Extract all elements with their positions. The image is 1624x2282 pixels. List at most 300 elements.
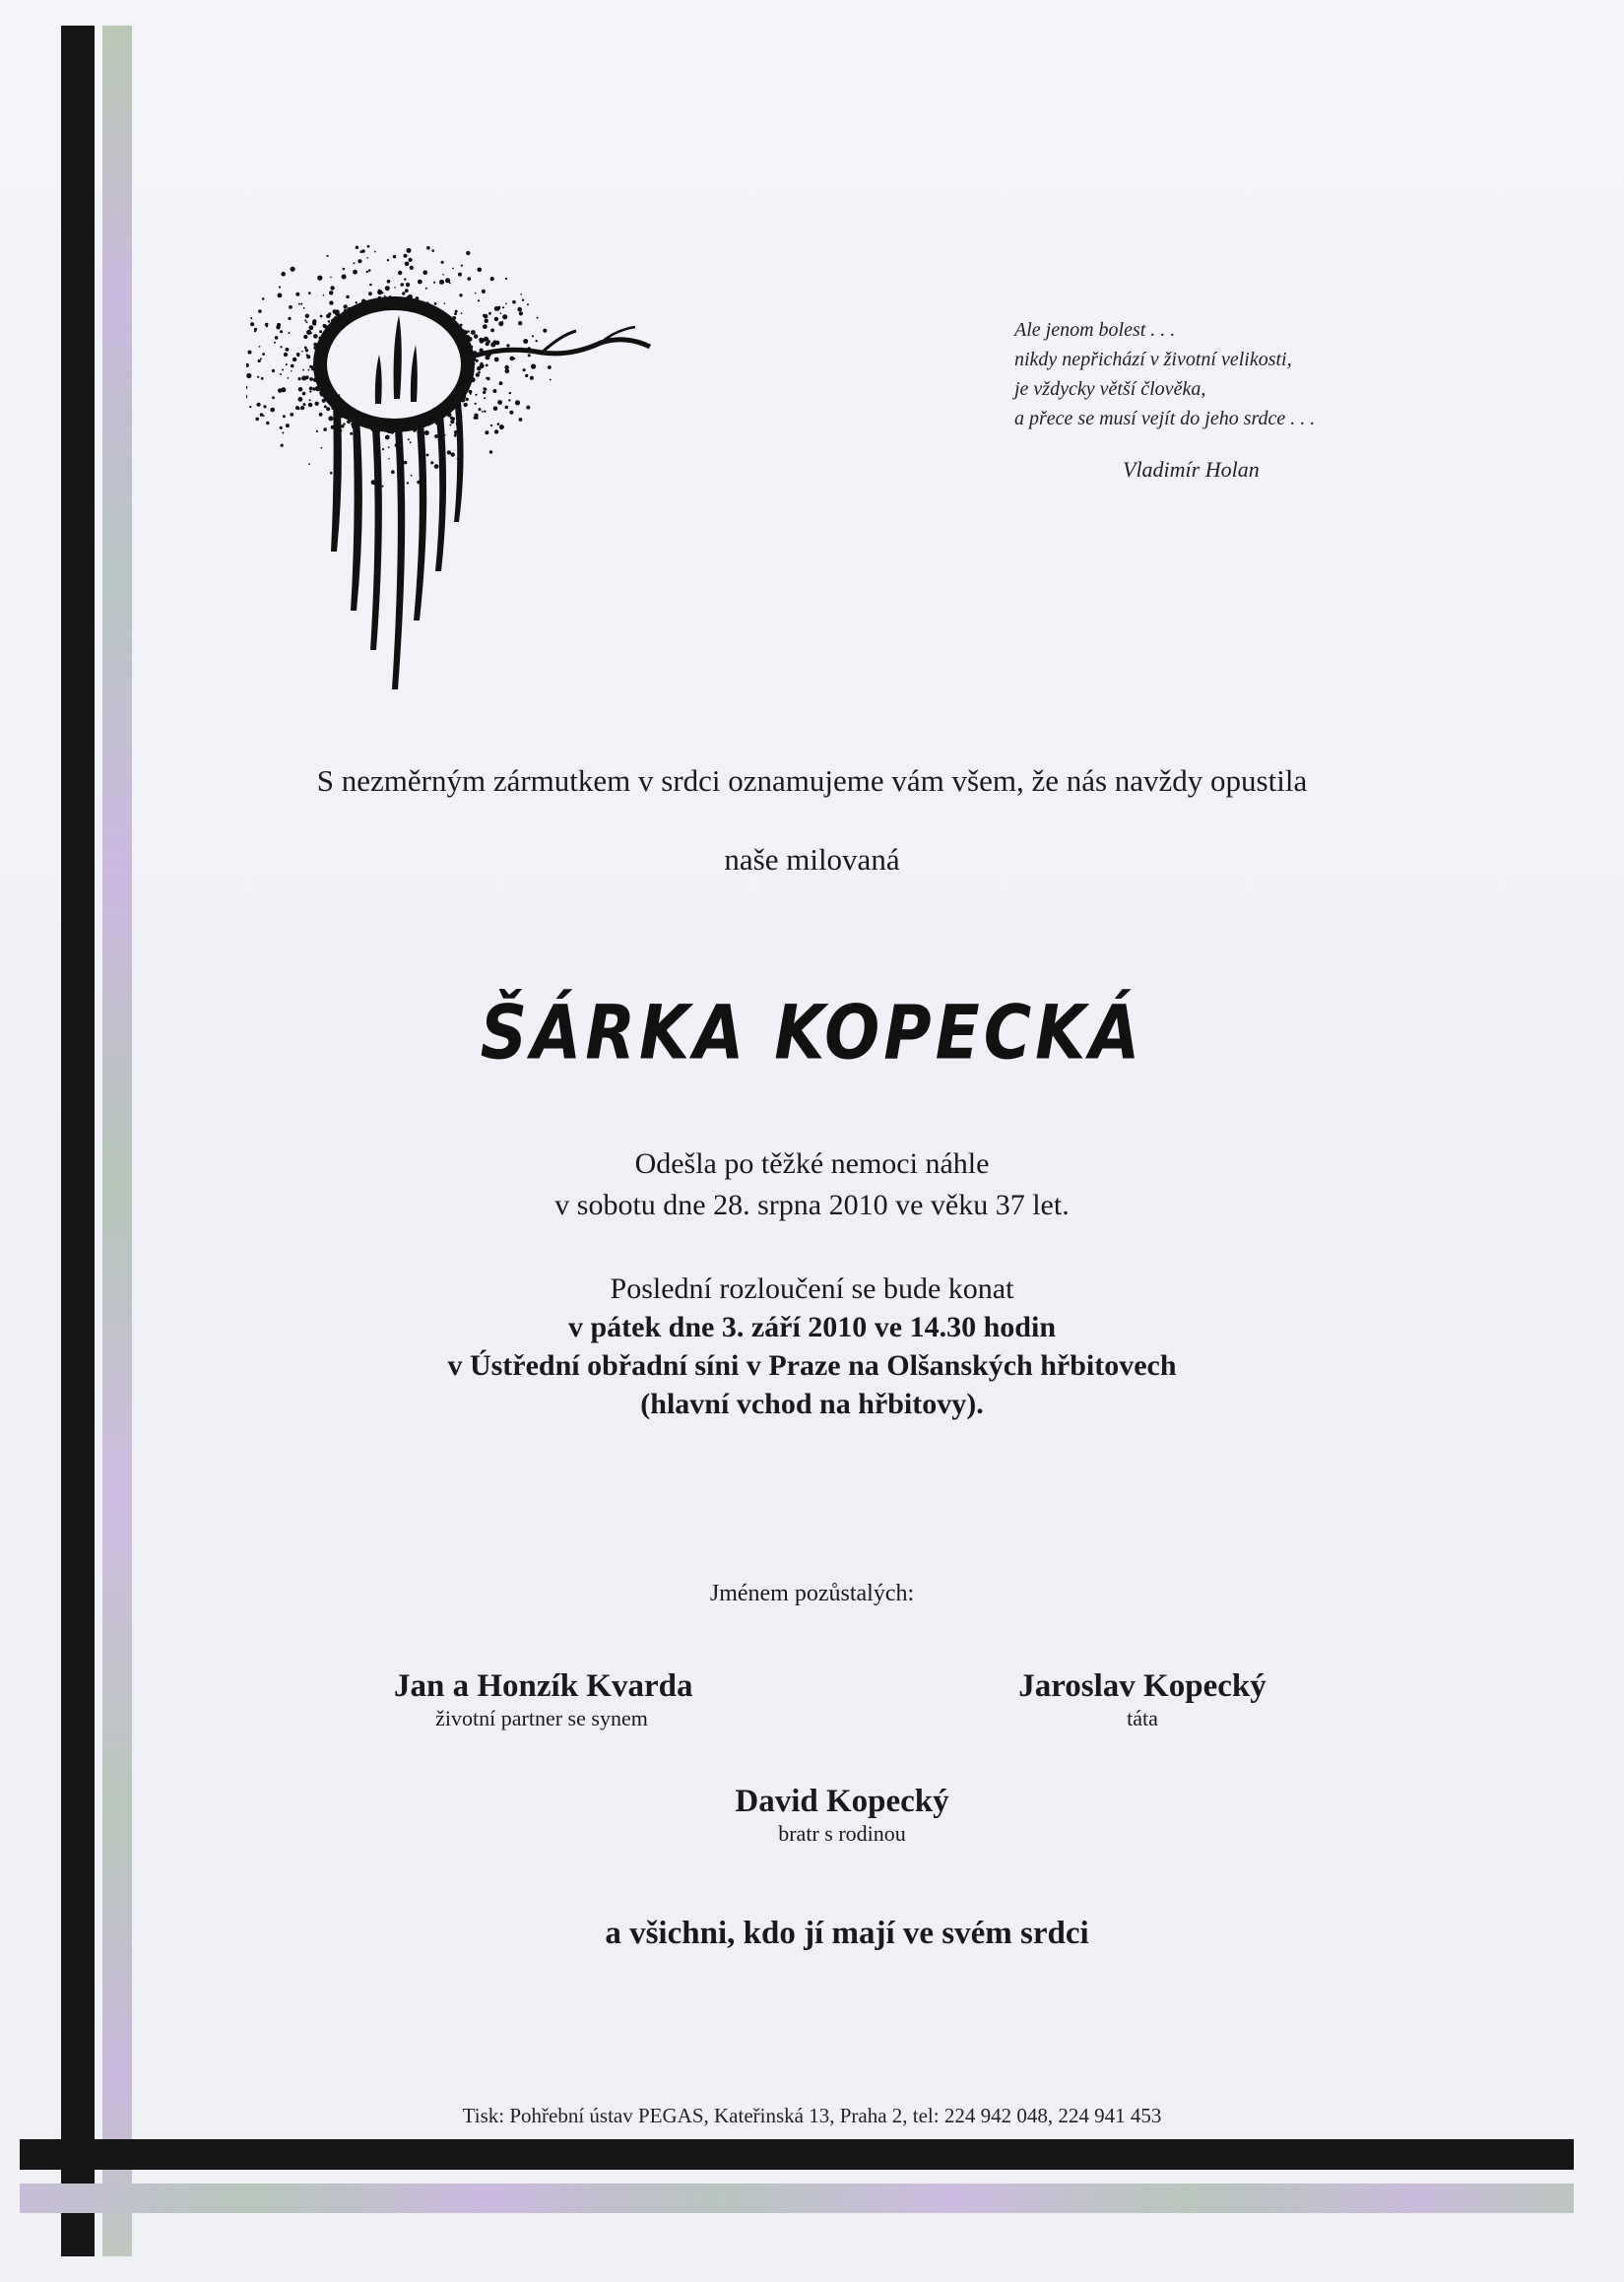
- emblem-speckle-dot: [522, 299, 524, 301]
- emblem-speckle-dot: [483, 387, 486, 390]
- emblem-speckle-dot: [281, 387, 286, 392]
- emblem-speckle-dot: [309, 325, 314, 330]
- emblem-speckle-dot: [301, 376, 306, 381]
- emblem-speckle-dot: [474, 334, 478, 338]
- emblem-speckle-dot: [528, 354, 531, 357]
- emblem-speckle-dot: [466, 398, 469, 401]
- emblem-speckle-dot: [309, 390, 311, 392]
- emblem-speckle-dot: [459, 293, 462, 296]
- emblem-speckle-dot: [323, 427, 327, 431]
- emblem-speckle-dot: [499, 424, 504, 429]
- emblem-speckle-dot: [282, 369, 284, 371]
- emblem-speckle-dot: [257, 403, 261, 407]
- emblem-speckle-dot: [246, 385, 247, 389]
- emblem-speckle-dot: [288, 377, 290, 379]
- emblem-speckle-dot: [497, 400, 502, 405]
- emblem-speckle-dot: [451, 417, 455, 421]
- emblem-speckle-dot: [312, 319, 316, 323]
- emblem-speckle-dot: [296, 353, 300, 357]
- emblem-speckle-dot: [306, 330, 311, 335]
- emblem-speckle-dot: [291, 267, 295, 272]
- emblem-speckle-dot: [398, 271, 402, 275]
- emblem-speckle-dot: [479, 408, 482, 411]
- emblem-speckle-dot: [282, 432, 284, 434]
- emblem-speckle-dot: [527, 303, 529, 305]
- emblem-speckle-dot: [431, 249, 434, 252]
- emblem-speckle-dot: [302, 369, 304, 371]
- emblem-speckle-dot: [303, 307, 305, 309]
- emblem-speckle-dot: [281, 272, 286, 277]
- emblem-speckle-dot: [291, 370, 292, 372]
- emblem-speckle-dot: [406, 283, 410, 287]
- emblem-speckle-dot: [266, 325, 268, 327]
- frame-bar-horizontal-black: [20, 2139, 1574, 2170]
- mourner-1: [394, 1667, 693, 1732]
- farewell-line-1: Poslední rozloučení se bude konat: [610, 1272, 1014, 1305]
- emblem-speckle-dot: [328, 320, 331, 323]
- emblem-speckle-dot: [447, 450, 451, 454]
- frame-bar-horizontal-color: [20, 2184, 1574, 2213]
- emblem-speckle-dot: [502, 314, 507, 319]
- emblem-speckle-dot: [326, 314, 330, 318]
- emblem-speckle-dot: [517, 307, 522, 312]
- emblem-speckle-dot: [486, 364, 488, 367]
- announcement-line-1: S nezměrným zármutkem v srdci oznamujeme vám všem, že nás navždy opustila: [316, 763, 1308, 798]
- mourning-emblem-illustration: [246, 236, 660, 709]
- poem-line: Ale jenom bolest . . .: [1014, 319, 1176, 341]
- emblem-speckle-dot: [326, 407, 330, 411]
- emblem-speckle-dot: [490, 277, 494, 281]
- emblem-speckle-dot: [434, 302, 437, 305]
- emblem-speckle-dot: [315, 334, 317, 336]
- emblem-speckle-dot: [288, 317, 291, 320]
- emblem-speckle-dot: [434, 434, 438, 438]
- emblem-speckle-dot: [304, 319, 306, 321]
- emblem-speckle-dot: [502, 306, 504, 308]
- emblem-speckle-dot: [321, 447, 323, 449]
- emblem-speckle-dot: [276, 325, 280, 329]
- emblem-speckle-dot: [484, 397, 486, 399]
- emblem-speckle-dot: [387, 259, 389, 261]
- emblem-speckle-dot: [391, 470, 395, 474]
- emblem-speckle-dot: [333, 309, 337, 313]
- poem-line: a přece se musí vejít do jeho srdce . . .: [1014, 408, 1316, 429]
- emblem-speckle-dot: [344, 304, 348, 308]
- emblem-speckle-dot: [249, 406, 251, 408]
- emblem-speckle-dot: [382, 448, 384, 450]
- emblem-speckle-dot: [259, 346, 261, 348]
- emblem-speckle-dot: [430, 461, 433, 464]
- emblem-speckle-dot: [449, 283, 451, 285]
- emblem-speckle-dot: [300, 406, 304, 410]
- emblem-speckle-dot: [368, 292, 372, 295]
- emblem-speckle-dot: [297, 408, 299, 410]
- emblem-speckle-dot: [356, 246, 358, 249]
- emblem-speckle-dot: [286, 363, 288, 365]
- emblem-speckle-dot: [405, 289, 409, 293]
- emblem-speckle-dot: [298, 397, 303, 402]
- emblem-speckle-dot: [254, 330, 256, 332]
- emblem-speckle-dot: [486, 342, 489, 346]
- emblem-speckle-dot: [505, 278, 507, 280]
- emblem-speckle-dot: [388, 446, 390, 448]
- emblem-speckle-dot: [509, 392, 511, 394]
- poem-line: je vždycky větší člověka,: [1014, 378, 1206, 400]
- mourner-name: David Kopecký: [735, 1784, 949, 1819]
- emblem-speckle-dot: [330, 286, 334, 290]
- emblem-speckle-dot: [478, 371, 481, 374]
- emblem-speckle-dot: [404, 461, 408, 465]
- emblem-speckle-dot: [270, 408, 275, 413]
- emblem-speckle-dot: [279, 286, 281, 288]
- mourner-name: Jaroslav Kopecký: [1018, 1668, 1267, 1704]
- emblem-speckle-dot: [537, 317, 539, 319]
- emblem-speckle-dot: [407, 482, 409, 484]
- emblem-speckle-dot: [275, 336, 279, 340]
- emblem-speckle-dot: [543, 329, 547, 333]
- emblem-speckle-dot: [255, 418, 259, 422]
- printer-footer: Tisk: Pohřební ústav PEGAS, Kateřinská 13, Praha 2, tel: 224 942 048, 224 941 453: [462, 2104, 1162, 2127]
- emblem-speckle-dot: [342, 275, 347, 280]
- emblem-speckle-dot: [454, 312, 457, 315]
- emblem-speckle-dot: [523, 368, 526, 371]
- mourner-role: bratr s rodinou: [778, 1821, 906, 1846]
- emblem-speckle-dot: [354, 262, 356, 264]
- emblem-speckle-dot: [487, 377, 489, 380]
- emblem-speckle-dot: [374, 251, 376, 253]
- emblem-speckle-dot: [316, 430, 318, 432]
- emblem-speckle-dot: [280, 346, 282, 348]
- mourner-name: Jan a Honzík Kvarda: [394, 1668, 693, 1704]
- emblem-speckle-dot: [261, 377, 264, 380]
- emblem-speckle-dot: [479, 338, 483, 342]
- emblem-speckle-dot: [490, 329, 494, 333]
- emblem-speckle-dot: [308, 292, 311, 294]
- emblem-speckle-dot: [426, 246, 430, 250]
- emblem-speckle-dot: [484, 314, 488, 319]
- emblem-speckle-dot: [489, 450, 492, 453]
- emblem-speckle-dot: [475, 394, 477, 396]
- emblem-speckle-dot: [329, 291, 333, 294]
- emblem-speckle-dot: [422, 270, 427, 275]
- emblem-speckle-dot: [263, 405, 266, 408]
- emblem-speckle-dot: [280, 373, 282, 375]
- emblem-speckle-dot: [506, 344, 509, 347]
- emblem-speckle-dot: [410, 266, 414, 270]
- emblem-speckle-dot: [280, 426, 283, 429]
- emblem-speckle-dot: [499, 381, 503, 385]
- emblem-speckle-dot: [291, 364, 294, 368]
- mourner-2: [1005, 1667, 1280, 1732]
- emblem-speckle-dot: [426, 454, 429, 457]
- emblem-speckle-dot: [520, 293, 522, 295]
- emblem-speckle-dot: [411, 475, 413, 477]
- emblem-speckle-dot: [408, 438, 410, 440]
- emblem-speckle-dot: [324, 405, 327, 408]
- emblem-speckle-dot: [301, 351, 303, 353]
- emblem-speckle-dot: [319, 330, 322, 333]
- emblem-speckle-dot: [477, 366, 482, 371]
- emblem-speckle-dot: [433, 282, 435, 284]
- emblem-speckle-dot: [454, 434, 457, 437]
- emblem-speckle-dot: [330, 472, 333, 475]
- emblem-speckle-dot: [404, 278, 406, 280]
- emblem-speckle-dot: [323, 294, 325, 296]
- emblem-speckle-dot: [385, 286, 390, 291]
- emblem-speckle-dot: [281, 444, 284, 447]
- emblem-speckle-dot: [407, 248, 412, 253]
- emblem-speckle-dot: [409, 258, 413, 262]
- emblem-speckle-dot: [464, 403, 468, 407]
- emblem-speckle-dot: [474, 414, 478, 418]
- emblem-speckle-dot: [272, 396, 275, 399]
- mourners-heading: Jménem pozůstalých:: [709, 1581, 915, 1606]
- emblem-speckle-dot: [410, 441, 412, 443]
- emblem-speckle-dot: [305, 349, 308, 352]
- emblem-speckle-dot: [494, 429, 498, 433]
- emblem-speckle-dot: [367, 245, 370, 248]
- emblem-speckle-dot: [341, 424, 344, 427]
- emblem-speckle-dot: [424, 430, 429, 435]
- emblem-speckle-dot: [532, 364, 534, 366]
- emblem-speckle-dot: [394, 287, 396, 289]
- emblem-speckle-dot: [508, 399, 510, 401]
- emblem-speckle-dot: [455, 310, 458, 313]
- emblem-speckle-dot: [366, 257, 368, 259]
- announcement-line-2: naše milovaná: [724, 842, 900, 877]
- emblem-speckle-dot: [300, 303, 302, 305]
- emblem-speckle-dot: [509, 411, 513, 415]
- emblem-speckle-dot: [468, 277, 472, 281]
- emblem-speckle-dot: [475, 403, 477, 405]
- emblem-speckle-dot: [500, 312, 502, 314]
- poem-line: nikdy nepřichází v životní velikosti,: [1014, 349, 1292, 370]
- emblem-speckle-dot: [458, 273, 462, 277]
- emblem-speckle-dot: [401, 283, 405, 287]
- emblem-speckle-dot: [274, 342, 276, 344]
- emblem-speckle-dot: [298, 303, 300, 305]
- emblem-speckle-dot: [478, 268, 483, 273]
- emblem-speckle-dot: [246, 394, 247, 399]
- emblem-speckle-dot: [350, 432, 353, 435]
- emblem-speckle-dot: [471, 330, 476, 335]
- emblem-speckle-dot: [523, 339, 528, 344]
- emblem-speckle-dot: [469, 390, 473, 394]
- emblem-speckle-dot: [353, 270, 357, 275]
- emblem-speckle-dot: [439, 280, 444, 285]
- emblem-speckle-dot: [306, 355, 310, 359]
- emblem-speckle-dot: [308, 403, 312, 407]
- emblem-speckle-dot: [385, 435, 390, 440]
- death-info-line-1: Odešla po těžké nemoci náhle: [634, 1147, 990, 1180]
- mourner-3: [689, 1783, 995, 1848]
- emblem-speckle-dot: [393, 255, 396, 258]
- emblem-speckle-dot: [250, 322, 254, 326]
- emblem-speckle-dot: [306, 321, 308, 323]
- emblem-speckle-dot: [550, 379, 552, 381]
- farewell-line-2: v pátek dne 3. září 2010 ve 14.30 hodin: [567, 1311, 1057, 1343]
- emblem-speckle-dot: [482, 411, 484, 413]
- emblem-speckle-dot: [308, 463, 310, 465]
- emblem-speckle-dot: [278, 293, 283, 298]
- emblem-speckle-dot: [290, 413, 293, 417]
- emblem-speckle-dot: [315, 402, 319, 406]
- emblem-speckle-dot: [262, 297, 265, 300]
- emblem-speckle-dot: [461, 265, 463, 267]
- emblem-speckle-dot: [308, 369, 310, 371]
- emblem-speckle-dot: [258, 309, 262, 313]
- emblem-speckle-dot: [490, 424, 492, 426]
- emblem-speckle-dot: [266, 422, 270, 425]
- emblem-speckle-dot: [527, 374, 529, 376]
- emblem-speckle-dot: [309, 377, 313, 381]
- emblem-speckle-dot: [302, 392, 304, 394]
- emblem-speckle-dot: [319, 413, 323, 417]
- emblem-speckle-dot: [309, 399, 311, 401]
- emblem-speckle-dot: [505, 406, 509, 410]
- emblem-speckle-dot: [452, 268, 454, 270]
- emblem-speckle-dot: [328, 416, 333, 421]
- emblem-speckle-dot: [515, 400, 520, 405]
- emblem-speckle-dot: [494, 358, 499, 362]
- emblem-speckle-dot: [288, 332, 290, 334]
- emblem-speckle-dot: [492, 389, 496, 393]
- emblem-speckle-dot: [441, 261, 444, 264]
- emblem-speckle-dot: [304, 347, 307, 350]
- emblem-speckle-dot: [382, 486, 384, 488]
- emblem-speckle-dot: [262, 353, 265, 356]
- emblem-speckle-dot: [442, 274, 444, 276]
- emblem-speckle-dot: [346, 295, 349, 298]
- emblem-speckle-dot: [501, 321, 503, 323]
- emblem-speckle-dot: [402, 292, 405, 294]
- emblem-speckle-dot: [283, 415, 286, 418]
- emblem-speckle-dot: [445, 278, 450, 283]
- emblem-speckle-dot: [263, 415, 265, 417]
- emblem-speckle-dot: [284, 353, 288, 357]
- emblem-speckle-dot: [418, 280, 422, 285]
- emblem-speckle-dot: [250, 317, 252, 319]
- emblem-speckle-dot: [295, 293, 299, 296]
- emblem-speckle-dot: [488, 312, 491, 315]
- emblem-speckle-dot: [286, 424, 290, 427]
- emblem-speckle-dot: [495, 306, 499, 310]
- emblem-speckle-dot: [505, 303, 507, 305]
- emblem-speckle-dot: [493, 407, 498, 412]
- mourner-role: životní partner se synem: [435, 1706, 648, 1730]
- emblem-speckle-dot: [330, 277, 332, 279]
- emblem-speckle-dot: [461, 312, 463, 314]
- emblem-speckle-dot: [381, 292, 383, 293]
- emblem-speckle-dot: [485, 430, 488, 434]
- emblem-speckle-dot: [248, 351, 252, 355]
- emblem-speckle-dot: [425, 288, 427, 290]
- emblem-speckle-dot: [303, 403, 306, 406]
- emblem-speckle-dot: [366, 271, 368, 273]
- emblem-speckle-dot: [548, 365, 552, 369]
- emblem-speckle-dot: [497, 423, 500, 425]
- emblem-speckle-dot: [404, 254, 408, 258]
- emblem-speckle-dot: [317, 276, 322, 281]
- emblem-speckle-dot: [280, 330, 283, 333]
- emblem-speckle-dot: [444, 302, 446, 304]
- emblem-speckle-dot: [286, 348, 290, 352]
- emblem-speckle-dot: [530, 376, 534, 380]
- emblem-speckle-dot: [320, 315, 323, 318]
- emblem-speckle-dot: [303, 335, 307, 339]
- emblem-speckle-dot: [486, 355, 490, 359]
- emblem-speckle-dot: [369, 284, 372, 287]
- emblem-speckle-dot: [246, 373, 251, 378]
- emblem-speckle-dot: [246, 363, 249, 367]
- emblem-speckle-dot: [298, 377, 301, 380]
- emblem-speckle-dot: [485, 319, 488, 323]
- emblem-speckle-dot: [494, 317, 498, 321]
- emblem-speckle-dot: [405, 262, 410, 267]
- emblem-speckle-dot: [449, 424, 451, 426]
- emblem-speckle-dot: [361, 249, 365, 253]
- emblem-speckle-dot: [434, 464, 439, 469]
- emblem-speckle-dot: [329, 300, 333, 304]
- mourners-closing: a všichni, kdo jí mají ve svém srdci: [605, 1916, 1089, 1951]
- emblem-speckle-dot: [388, 458, 390, 460]
- emblem-speckle-dot: [260, 358, 262, 359]
- emblem-speckle-dot: [519, 418, 523, 422]
- emblem-speckle-dot: [518, 321, 522, 325]
- emblem-speckle-dot: [483, 324, 487, 329]
- emblem-speckle-dot: [258, 359, 261, 362]
- emblem-speckle-dot: [483, 391, 486, 394]
- emblem-speckle-dot: [495, 341, 500, 346]
- emblem-speckle-dot: [298, 387, 303, 392]
- emblem-speckle-dot: [480, 362, 483, 365]
- poem-author: Vladimír Holan: [1123, 457, 1260, 482]
- deceased-name: ŠÁRKA KOPECKÁ: [480, 989, 1144, 1076]
- emblem-speckle-dot: [466, 251, 470, 255]
- emblem-speckle-dot: [312, 387, 315, 390]
- emblem-speckle-dot: [513, 358, 515, 359]
- emblem-speckle-dot: [505, 369, 510, 374]
- mourner-role: táta: [1127, 1706, 1158, 1730]
- emblem-speckle-dot: [343, 268, 346, 271]
- emblem-speckle-dot: [468, 330, 470, 332]
- emblem-speckle-dot: [292, 358, 296, 361]
- emblem-speckle-dot: [484, 411, 486, 413]
- emblem-speckle-dot: [347, 421, 349, 423]
- farewell-line-3: v Ústřední obřadní síni v Praze na Olšanských hřbitovech: [447, 1349, 1177, 1382]
- emblem-speckle-dot: [257, 376, 259, 378]
- emblem-speckle-dot: [532, 335, 534, 337]
- emblem-speckle-dot: [451, 452, 455, 456]
- emblem-speckle-dot: [309, 365, 312, 368]
- emblem-speckle-dot: [478, 299, 480, 301]
- emblem-speckle-dot: [526, 406, 530, 410]
- emblem-speckle-dot: [519, 311, 523, 315]
- emblem-speckle-dot: [357, 259, 361, 263]
- emblem-speckle-dot: [272, 369, 275, 372]
- emblem-speckle-dot: [482, 290, 486, 293]
- emblem-speckle-dot: [356, 301, 357, 303]
- emblem-speckle-dot: [512, 300, 516, 304]
- emblem-speckle-dot: [327, 255, 329, 257]
- emblem-speckle-dot: [475, 293, 477, 294]
- emblem-speckle-dot: [536, 340, 538, 342]
- poem-quote: [1014, 315, 1315, 485]
- emblem-speckle-dot: [309, 387, 313, 391]
- farewell-line-4: (hlavní vchod na hřbitovy).: [640, 1388, 984, 1420]
- emblem-speckle-dot: [368, 269, 371, 272]
- emblem-speckle-dot: [305, 314, 309, 318]
